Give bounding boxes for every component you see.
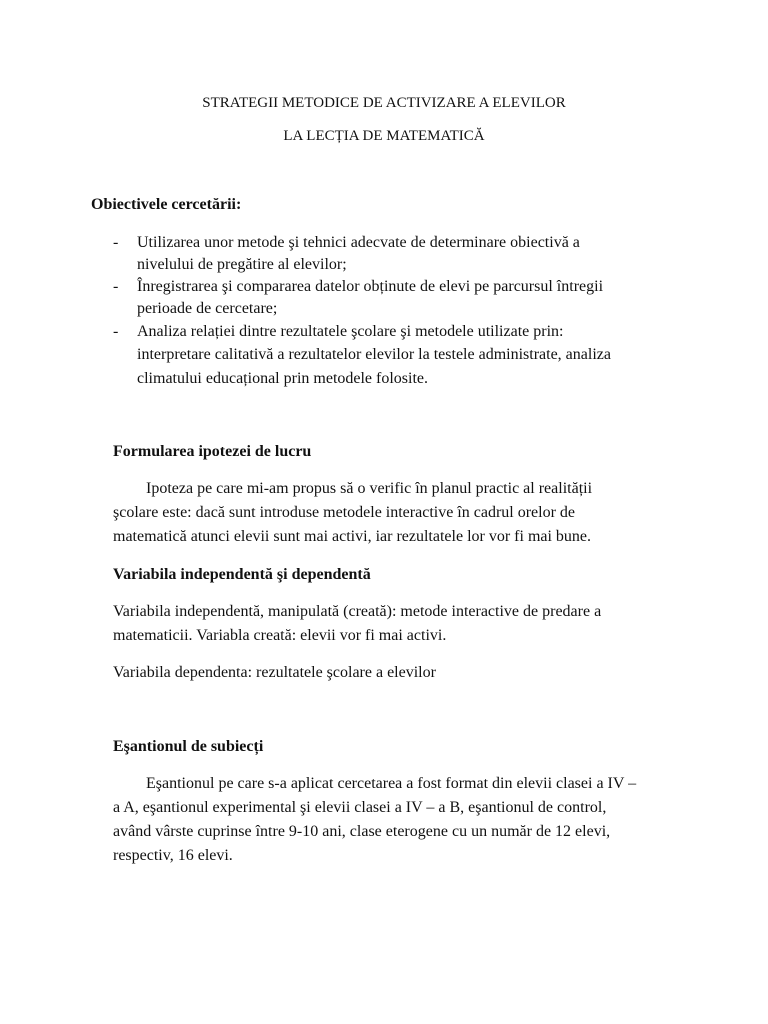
bullet-marker: - (113, 323, 119, 340)
objectives-heading: Obiectivele cercetării: (91, 196, 242, 213)
sample-line-4: respectiv, 16 elevi. (113, 847, 233, 864)
hypothesis-line-3: matematică atunci elevii sunt mai activi, iar rezultatele lor vor fi mai bune. (113, 528, 592, 545)
objective-1-line-2: nivelului de pregătire al elevilor; (137, 256, 347, 273)
sample-line-3: având vârste cuprinse între 9-10 ani, clase eterogene cu un număr de 12 elevi, (113, 823, 611, 840)
sample-line-2: a A, eşantionul experimental şi elevii clasei a IV – a B, eşantionul de control, (113, 799, 607, 816)
variables-independent-line-2: matematicii. Variabla creată: elevii vor fi mai activi. (113, 627, 447, 644)
sample-line-1: Eşantionul pe care s-a aplicat cercetarea a fost format din elevii clasei a IV – (146, 775, 637, 792)
bullet-marker: - (113, 278, 119, 295)
hypothesis-line-1: Ipoteza pe care mi-am propus să o verific în planul practic al realității (146, 480, 593, 497)
hypothesis-line-2: şcolare este: dacă sunt introduse metodele interactive în cadrul orelor de (113, 504, 576, 521)
objective-3-line-3: climatului educațional prin metodele folosite. (137, 370, 429, 387)
variables-heading: Variabila independentă şi dependentă (113, 566, 371, 583)
objective-3-line-2: interpretare calitativă a rezultatelor elevilor la testele administrate, analiza (137, 346, 611, 363)
objective-2-line-2: perioade de cercetare; (137, 300, 278, 317)
objective-1-line-1: Utilizarea unor metode şi tehnici adecvate de determinare obiectivă a (137, 234, 580, 251)
objective-2-line-1: Înregistrarea şi compararea datelor obținute de elevi pe parcursul întregii (137, 278, 604, 295)
title-line-1: STRATEGII METODICE DE ACTIVIZARE A ELEVILOR (202, 95, 566, 111)
title-line-2: LA LECȚIA DE MATEMATICĂ (283, 128, 485, 144)
bullet-marker: - (113, 234, 119, 251)
hypothesis-heading: Formularea ipotezei de lucru (113, 443, 312, 460)
variables-dependent: Variabila dependenta: rezultatele şcolare a elevilor (113, 664, 436, 681)
sample-heading: Eşantionul de subiecți (113, 738, 264, 755)
objective-3-line-1: Analiza relației dintre rezultatele şcolare şi metodele utilizate prin: (137, 323, 564, 340)
variables-independent-line-1: Variabila independentă, manipulată (creată): metode interactive de predare a (113, 603, 602, 620)
